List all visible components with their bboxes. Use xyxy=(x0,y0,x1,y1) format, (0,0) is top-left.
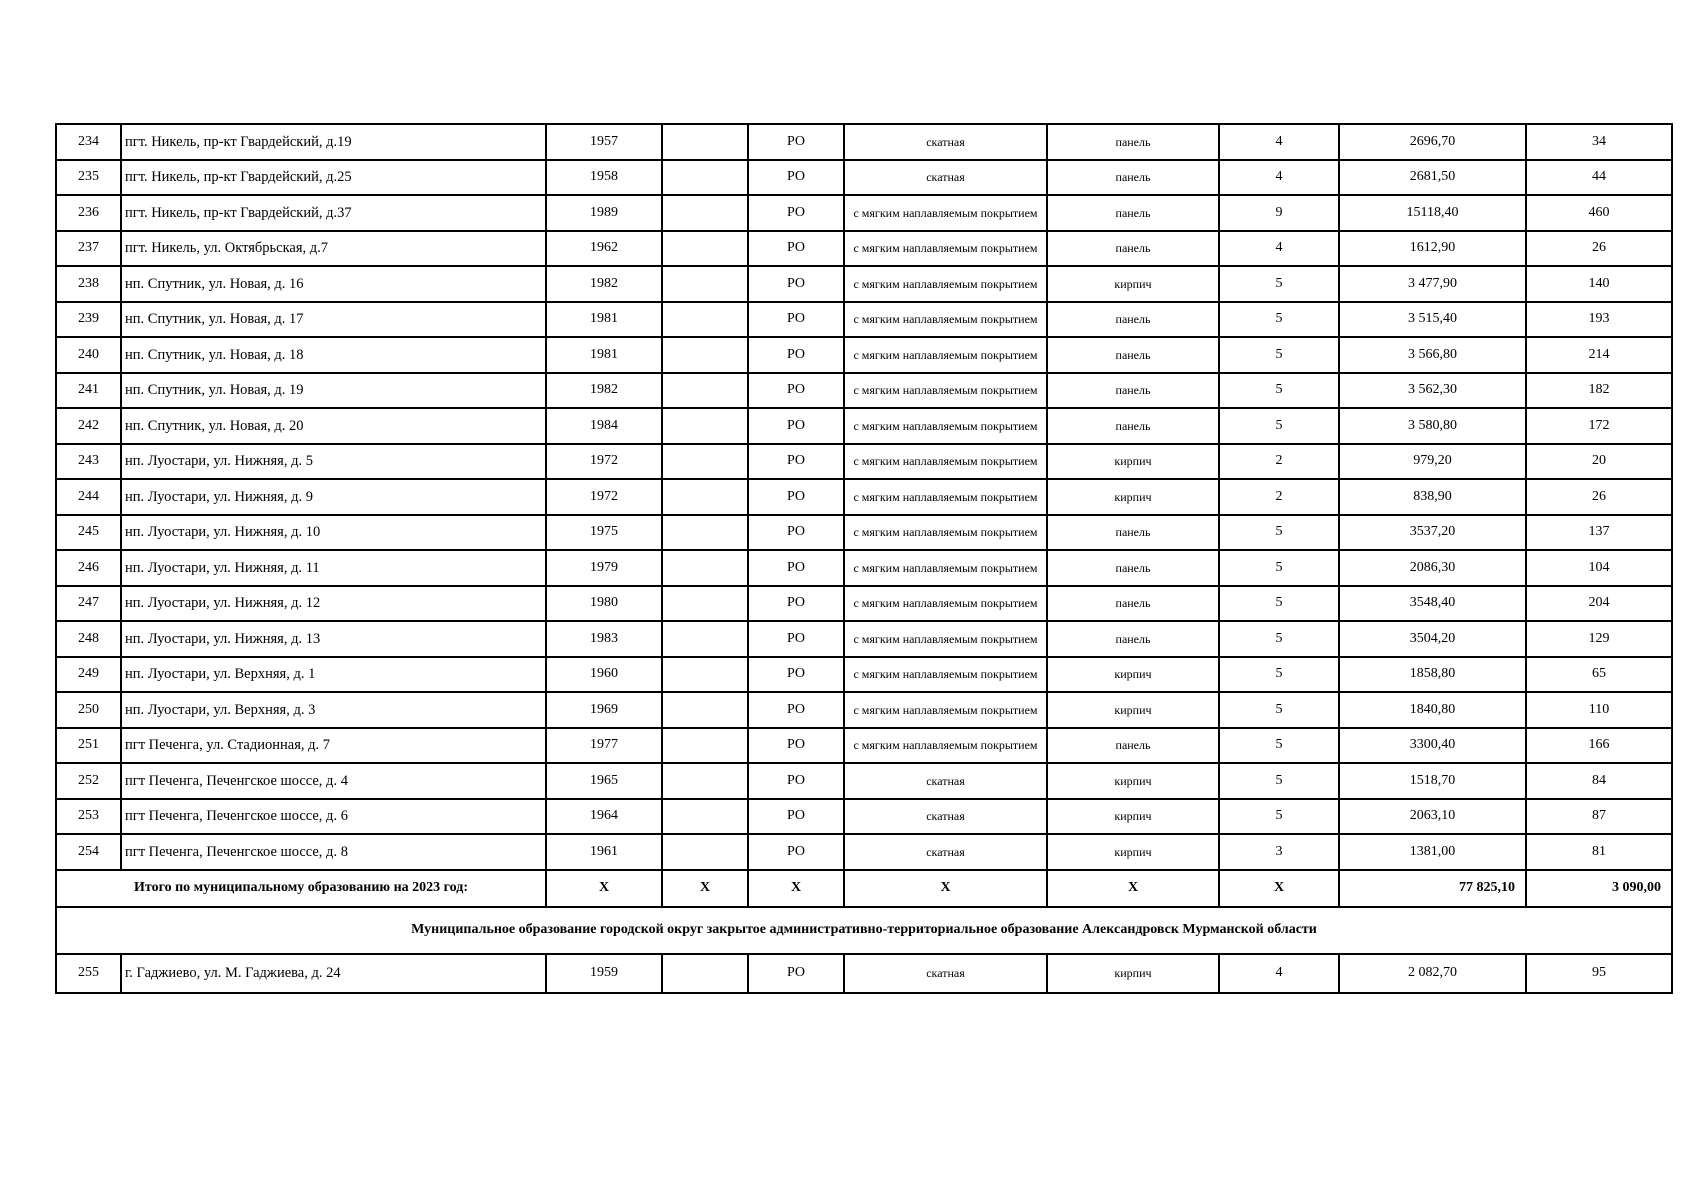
row-roof: с мягким наплавляемым покрытием xyxy=(844,337,1047,373)
table-row xyxy=(56,373,1672,409)
row-type: РО xyxy=(748,550,844,586)
row-year: 1981 xyxy=(546,302,662,338)
row-year: 1982 xyxy=(546,266,662,302)
row-people: 182 xyxy=(1526,373,1672,409)
row-floors: 5 xyxy=(1219,302,1339,338)
table-row xyxy=(56,302,1672,338)
row-col4 xyxy=(662,195,748,231)
row-type: РО xyxy=(748,479,844,515)
row-material: кирпич xyxy=(1047,657,1219,693)
row-material: панель xyxy=(1047,160,1219,196)
row-material: панель xyxy=(1047,621,1219,657)
row-col4 xyxy=(662,266,748,302)
row-address: нп. Спутник, ул. Новая, д. 20 xyxy=(121,408,546,444)
row-roof: с мягким наплавляемым покрытием xyxy=(844,195,1047,231)
row-type: РО xyxy=(748,692,844,728)
row-col4 xyxy=(662,160,748,196)
row-col4 xyxy=(662,954,748,993)
row-col4 xyxy=(662,657,748,693)
row-material: кирпич xyxy=(1047,444,1219,480)
table-row xyxy=(56,124,1672,160)
row-roof: скатная xyxy=(844,954,1047,993)
row-year: 1972 xyxy=(546,444,662,480)
total-area: 77 825,10 xyxy=(1339,870,1526,907)
row-year: 1989 xyxy=(546,195,662,231)
row-year: 1964 xyxy=(546,799,662,835)
row-roof: с мягким наплавляемым покрытием xyxy=(844,373,1047,409)
row-year: 1977 xyxy=(546,728,662,764)
row-number: 247 xyxy=(56,586,121,622)
row-year: 1958 xyxy=(546,160,662,196)
row-year: 1961 xyxy=(546,834,662,870)
row-year: 1957 xyxy=(546,124,662,160)
row-number: 237 xyxy=(56,231,121,267)
row-material: панель xyxy=(1047,728,1219,764)
row-people: 20 xyxy=(1526,444,1672,480)
row-year: 1983 xyxy=(546,621,662,657)
row-people: 34 xyxy=(1526,124,1672,160)
row-roof: с мягким наплавляемым покрытием xyxy=(844,444,1047,480)
row-type: РО xyxy=(748,728,844,764)
row-address: нп. Спутник, ул. Новая, д. 17 xyxy=(121,302,546,338)
row-people: 214 xyxy=(1526,337,1672,373)
row-material: панель xyxy=(1047,302,1219,338)
row-material: панель xyxy=(1047,337,1219,373)
row-type: РО xyxy=(748,124,844,160)
row-area: 1518,70 xyxy=(1339,763,1526,799)
row-area: 1858,80 xyxy=(1339,657,1526,693)
row-people: 140 xyxy=(1526,266,1672,302)
row-address: пгт. Никель, пр-кт Гвардейский, д.25 xyxy=(121,160,546,196)
row-address: нп. Луостари, ул. Нижняя, д. 10 xyxy=(121,515,546,551)
total-row xyxy=(56,870,1672,907)
row-number: 248 xyxy=(56,621,121,657)
row-floors: 5 xyxy=(1219,586,1339,622)
row-type: РО xyxy=(748,515,844,551)
row-address: пгт Печенга, ул. Стадионная, д. 7 xyxy=(121,728,546,764)
row-roof: с мягким наплавляемым покрытием xyxy=(844,266,1047,302)
row-address: нп. Луостари, ул. Нижняя, д. 11 xyxy=(121,550,546,586)
row-number: 240 xyxy=(56,337,121,373)
row-number: 239 xyxy=(56,302,121,338)
row-material: кирпич xyxy=(1047,692,1219,728)
row-year: 1969 xyxy=(546,692,662,728)
row-area: 1612,90 xyxy=(1339,231,1526,267)
row-number: 234 xyxy=(56,124,121,160)
row-address: г. Гаджиево, ул. М. Гаджиева, д. 24 xyxy=(121,954,546,993)
row-col4 xyxy=(662,479,748,515)
row-floors: 5 xyxy=(1219,763,1339,799)
row-floors: 5 xyxy=(1219,408,1339,444)
row-people: 460 xyxy=(1526,195,1672,231)
total-x-cell: Х xyxy=(546,870,662,907)
row-roof: с мягким наплавляемым покрытием xyxy=(844,550,1047,586)
row-col4 xyxy=(662,728,748,764)
row-material: кирпич xyxy=(1047,799,1219,835)
row-number: 249 xyxy=(56,657,121,693)
row-number: 245 xyxy=(56,515,121,551)
total-x-cell: Х xyxy=(1219,870,1339,907)
row-address: пгт Печенга, Печенгское шоссе, д. 6 xyxy=(121,799,546,835)
row-material: кирпич xyxy=(1047,954,1219,993)
row-roof: с мягким наплавляемым покрытием xyxy=(844,586,1047,622)
row-people: 204 xyxy=(1526,586,1672,622)
row-area: 3300,40 xyxy=(1339,728,1526,764)
row-area: 1840,80 xyxy=(1339,692,1526,728)
row-type: РО xyxy=(748,195,844,231)
row-col4 xyxy=(662,586,748,622)
row-col4 xyxy=(662,337,748,373)
table-row xyxy=(56,266,1672,302)
row-col4 xyxy=(662,444,748,480)
row-address: нп. Луостари, ул. Нижняя, д. 13 xyxy=(121,621,546,657)
row-roof: скатная xyxy=(844,124,1047,160)
table-body xyxy=(56,124,1672,993)
total-people: 3 090,00 xyxy=(1526,870,1672,907)
row-people: 104 xyxy=(1526,550,1672,586)
table-row xyxy=(56,728,1672,764)
row-type: РО xyxy=(748,337,844,373)
row-col4 xyxy=(662,124,748,160)
row-year: 1960 xyxy=(546,657,662,693)
row-col4 xyxy=(662,763,748,799)
row-col4 xyxy=(662,515,748,551)
row-number: 246 xyxy=(56,550,121,586)
row-area: 2086,30 xyxy=(1339,550,1526,586)
table-row xyxy=(56,337,1672,373)
row-type: РО xyxy=(748,302,844,338)
row-floors: 4 xyxy=(1219,231,1339,267)
row-type: РО xyxy=(748,160,844,196)
row-floors: 2 xyxy=(1219,479,1339,515)
row-material: кирпич xyxy=(1047,763,1219,799)
row-address: пгт. Никель, пр-кт Гвардейский, д.19 xyxy=(121,124,546,160)
row-roof: с мягким наплавляемым покрытием xyxy=(844,302,1047,338)
row-col4 xyxy=(662,799,748,835)
row-year: 1959 xyxy=(546,954,662,993)
row-type: РО xyxy=(748,657,844,693)
row-year: 1980 xyxy=(546,586,662,622)
row-roof: скатная xyxy=(844,799,1047,835)
row-roof: с мягким наплавляемым покрытием xyxy=(844,515,1047,551)
row-material: панель xyxy=(1047,408,1219,444)
row-area: 1381,00 xyxy=(1339,834,1526,870)
table-row xyxy=(56,160,1672,196)
row-floors: 5 xyxy=(1219,550,1339,586)
row-address: пгт Печенга, Печенгское шоссе, д. 8 xyxy=(121,834,546,870)
row-material: кирпич xyxy=(1047,266,1219,302)
table-row xyxy=(56,195,1672,231)
table-row xyxy=(56,657,1672,693)
row-floors: 3 xyxy=(1219,834,1339,870)
row-material: панель xyxy=(1047,586,1219,622)
row-address: пгт. Никель, ул. Октябрьская, д.7 xyxy=(121,231,546,267)
row-roof: с мягким наплавляемым покрытием xyxy=(844,692,1047,728)
row-address: пгт Печенга, Печенгское шоссе, д. 4 xyxy=(121,763,546,799)
row-area: 15118,40 xyxy=(1339,195,1526,231)
row-area: 3 477,90 xyxy=(1339,266,1526,302)
total-x-cell: Х xyxy=(662,870,748,907)
row-floors: 5 xyxy=(1219,799,1339,835)
row-area: 2696,70 xyxy=(1339,124,1526,160)
row-floors: 5 xyxy=(1219,657,1339,693)
row-address: нп. Луостари, ул. Верхняя, д. 1 xyxy=(121,657,546,693)
row-floors: 4 xyxy=(1219,124,1339,160)
row-area: 2 082,70 xyxy=(1339,954,1526,993)
total-x-cell: Х xyxy=(1047,870,1219,907)
row-material: панель xyxy=(1047,231,1219,267)
row-floors: 2 xyxy=(1219,444,1339,480)
row-material: панель xyxy=(1047,550,1219,586)
row-type: РО xyxy=(748,266,844,302)
row-col4 xyxy=(662,692,748,728)
row-number: 252 xyxy=(56,763,121,799)
row-material: панель xyxy=(1047,124,1219,160)
row-roof: с мягким наплавляемым покрытием xyxy=(844,408,1047,444)
row-area: 838,90 xyxy=(1339,479,1526,515)
table-row xyxy=(56,479,1672,515)
row-floors: 5 xyxy=(1219,621,1339,657)
row-people: 172 xyxy=(1526,408,1672,444)
row-people: 65 xyxy=(1526,657,1672,693)
row-floors: 4 xyxy=(1219,954,1339,993)
row-floors: 5 xyxy=(1219,266,1339,302)
total-x-cell: Х xyxy=(748,870,844,907)
table-row xyxy=(56,408,1672,444)
section-title: Муниципальное образование городской округ закрытое административно-территориальное образование Александровск Мурманской области xyxy=(56,907,1672,954)
row-col4 xyxy=(662,231,748,267)
row-floors: 5 xyxy=(1219,515,1339,551)
row-type: РО xyxy=(748,373,844,409)
section-header-row xyxy=(56,907,1672,954)
row-area: 3 562,30 xyxy=(1339,373,1526,409)
table-row xyxy=(56,515,1672,551)
row-floors: 5 xyxy=(1219,692,1339,728)
row-people: 44 xyxy=(1526,160,1672,196)
row-people: 95 xyxy=(1526,954,1672,993)
row-number: 241 xyxy=(56,373,121,409)
row-type: РО xyxy=(748,444,844,480)
table-row xyxy=(56,692,1672,728)
row-area: 3 566,80 xyxy=(1339,337,1526,373)
row-area: 2063,10 xyxy=(1339,799,1526,835)
row-floors: 5 xyxy=(1219,728,1339,764)
row-people: 166 xyxy=(1526,728,1672,764)
row-material: панель xyxy=(1047,195,1219,231)
row-number: 254 xyxy=(56,834,121,870)
row-people: 137 xyxy=(1526,515,1672,551)
row-people: 87 xyxy=(1526,799,1672,835)
row-address: нп. Спутник, ул. Новая, д. 16 xyxy=(121,266,546,302)
row-roof: скатная xyxy=(844,763,1047,799)
row-number: 236 xyxy=(56,195,121,231)
row-type: РО xyxy=(748,586,844,622)
row-col4 xyxy=(662,621,748,657)
row-area: 3 580,80 xyxy=(1339,408,1526,444)
row-number: 243 xyxy=(56,444,121,480)
row-number: 255 xyxy=(56,954,121,993)
table-row xyxy=(56,586,1672,622)
row-address: нп. Луостари, ул. Нижняя, д. 12 xyxy=(121,586,546,622)
row-address: нп. Луостари, ул. Нижняя, д. 9 xyxy=(121,479,546,515)
row-floors: 5 xyxy=(1219,373,1339,409)
row-people: 26 xyxy=(1526,231,1672,267)
row-type: РО xyxy=(748,408,844,444)
row-material: панель xyxy=(1047,373,1219,409)
row-col4 xyxy=(662,834,748,870)
row-roof: с мягким наплавляемым покрытием xyxy=(844,621,1047,657)
row-floors: 9 xyxy=(1219,195,1339,231)
row-roof: скатная xyxy=(844,834,1047,870)
row-type: РО xyxy=(748,763,844,799)
row-people: 193 xyxy=(1526,302,1672,338)
row-roof: с мягким наплавляемым покрытием xyxy=(844,728,1047,764)
row-year: 1975 xyxy=(546,515,662,551)
row-material: кирпич xyxy=(1047,479,1219,515)
row-area: 3537,20 xyxy=(1339,515,1526,551)
row-number: 238 xyxy=(56,266,121,302)
table-row xyxy=(56,621,1672,657)
row-address: нп. Луостари, ул. Верхняя, д. 3 xyxy=(121,692,546,728)
row-col4 xyxy=(662,408,748,444)
row-people: 129 xyxy=(1526,621,1672,657)
row-address: пгт. Никель, пр-кт Гвардейский, д.37 xyxy=(121,195,546,231)
row-roof: скатная xyxy=(844,160,1047,196)
total-x-cell: Х xyxy=(844,870,1047,907)
row-roof: с мягким наплавляемым покрытием xyxy=(844,479,1047,515)
row-number: 235 xyxy=(56,160,121,196)
total-label: Итого по муниципальному образованию на 2023 год: xyxy=(56,870,546,907)
row-type: РО xyxy=(748,621,844,657)
row-roof: с мягким наплавляемым покрытием xyxy=(844,231,1047,267)
row-year: 1962 xyxy=(546,231,662,267)
row-number: 250 xyxy=(56,692,121,728)
row-year: 1981 xyxy=(546,337,662,373)
row-roof: с мягким наплавляемым покрытием xyxy=(844,657,1047,693)
row-address: нп. Луостари, ул. Нижняя, д. 5 xyxy=(121,444,546,480)
table-row xyxy=(56,834,1672,870)
housing-register-table xyxy=(55,123,1673,994)
row-people: 26 xyxy=(1526,479,1672,515)
row-floors: 4 xyxy=(1219,160,1339,196)
row-address: нп. Спутник, ул. Новая, д. 19 xyxy=(121,373,546,409)
row-floors: 5 xyxy=(1219,337,1339,373)
row-people: 110 xyxy=(1526,692,1672,728)
row-people: 84 xyxy=(1526,763,1672,799)
row-area: 3548,40 xyxy=(1339,586,1526,622)
row-number: 242 xyxy=(56,408,121,444)
table-row xyxy=(56,231,1672,267)
row-year: 1982 xyxy=(546,373,662,409)
table-row xyxy=(56,954,1672,993)
row-type: РО xyxy=(748,799,844,835)
row-material: панель xyxy=(1047,515,1219,551)
row-area: 2681,50 xyxy=(1339,160,1526,196)
row-area: 3 515,40 xyxy=(1339,302,1526,338)
row-area: 979,20 xyxy=(1339,444,1526,480)
row-year: 1984 xyxy=(546,408,662,444)
row-number: 253 xyxy=(56,799,121,835)
table-row xyxy=(56,550,1672,586)
row-address: нп. Спутник, ул. Новая, д. 18 xyxy=(121,337,546,373)
row-year: 1972 xyxy=(546,479,662,515)
row-number: 244 xyxy=(56,479,121,515)
row-people: 81 xyxy=(1526,834,1672,870)
row-col4 xyxy=(662,550,748,586)
row-material: кирпич xyxy=(1047,834,1219,870)
row-type: РО xyxy=(748,834,844,870)
table-row xyxy=(56,763,1672,799)
row-col4 xyxy=(662,373,748,409)
table-row xyxy=(56,799,1672,835)
row-year: 1965 xyxy=(546,763,662,799)
row-type: РО xyxy=(748,954,844,993)
row-type: РО xyxy=(748,231,844,267)
table-row xyxy=(56,444,1672,480)
row-col4 xyxy=(662,302,748,338)
row-year: 1979 xyxy=(546,550,662,586)
row-area: 3504,20 xyxy=(1339,621,1526,657)
row-number: 251 xyxy=(56,728,121,764)
